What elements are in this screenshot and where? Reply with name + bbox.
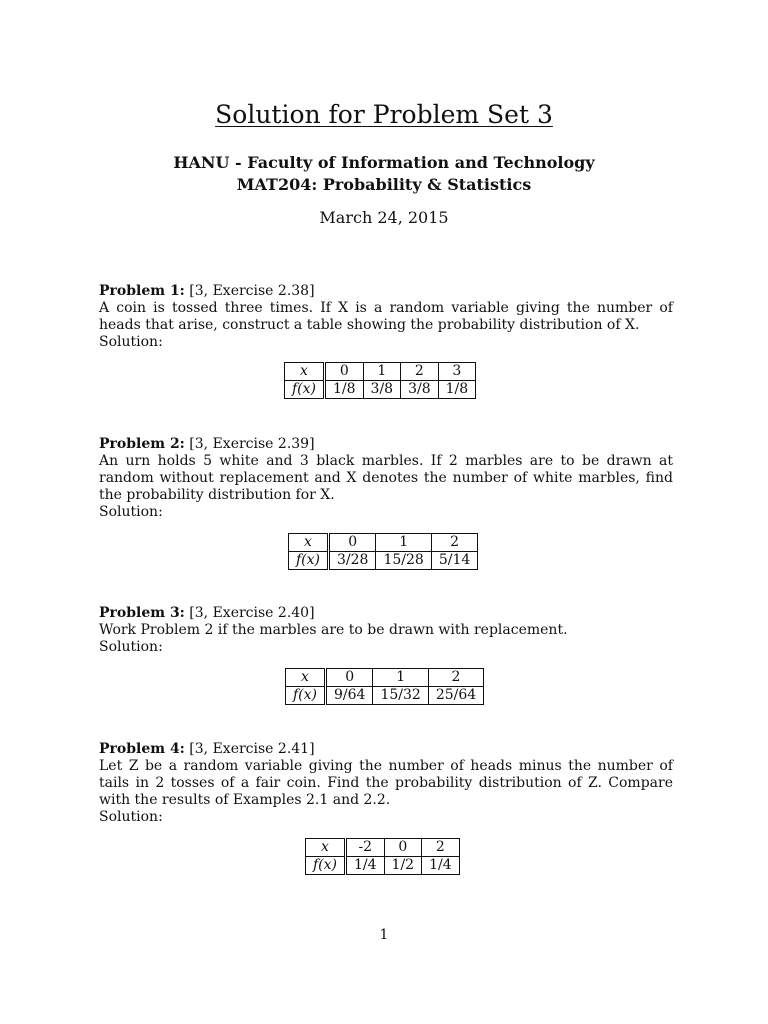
problem-text: An urn holds 5 white and 3 black marbles. If 2 marbles are to be drawn at random without replacement and X denotes the number of white marbles, find the probability distribution for X. bbox=[99, 453, 673, 503]
distribution-table-4 bbox=[305, 838, 460, 875]
problem-1 bbox=[99, 283, 673, 351]
table-head-x: x bbox=[285, 363, 325, 381]
table-cell: 1/4 bbox=[422, 857, 460, 875]
table-cell: 0 bbox=[326, 669, 373, 687]
table-cell: 1/8 bbox=[438, 381, 476, 399]
table-cell: 2 bbox=[401, 363, 439, 381]
table-cell: 5/14 bbox=[431, 552, 477, 570]
solution-label: Solution: bbox=[99, 639, 163, 655]
solution-label: Solution: bbox=[99, 809, 163, 825]
table-head-x: x bbox=[286, 669, 326, 687]
problem-heading bbox=[99, 436, 673, 453]
table-cell: 0 bbox=[325, 363, 364, 381]
table-cell: 3/8 bbox=[363, 381, 401, 399]
problem-label: Problem 2: bbox=[99, 436, 185, 452]
table-head-fx: f(x) bbox=[285, 381, 325, 399]
problem-reference: [3, Exercise 2.39] bbox=[184, 436, 315, 452]
document-date: March 24, 2015 bbox=[319, 208, 449, 227]
table-head-fx: f(x) bbox=[306, 857, 346, 875]
table-cell: 1/8 bbox=[325, 381, 364, 399]
distribution-table-3 bbox=[285, 668, 484, 705]
table-cell: 15/28 bbox=[376, 552, 431, 570]
table-cell: 1/2 bbox=[384, 857, 422, 875]
problem-text: Work Problem 2 if the marbles are to be drawn with replacement. bbox=[99, 622, 568, 638]
table-cell: 3 bbox=[438, 363, 476, 381]
table-cell: 2 bbox=[428, 669, 483, 687]
table-cell: 3/28 bbox=[329, 552, 376, 570]
problem-text: Let Z be a random variable giving the number of heads minus the number of tails in 2 tosses of a fair coin. Find the probability distribution of Z. Compare with the results of Examples 2.1 and 2.2. bbox=[99, 758, 673, 808]
problem-label: Problem 3: bbox=[99, 605, 185, 621]
solution-label: Solution: bbox=[99, 504, 163, 520]
problem-4 bbox=[99, 741, 673, 826]
problem-label: Problem 4: bbox=[99, 741, 185, 757]
table-cell: 9/64 bbox=[326, 687, 373, 705]
table-cell: 15/32 bbox=[373, 687, 428, 705]
table-head-fx: f(x) bbox=[289, 552, 329, 570]
problem-heading bbox=[99, 741, 673, 758]
table-cell: 1/4 bbox=[346, 857, 385, 875]
problem-heading bbox=[99, 283, 673, 300]
table-cell: 3/8 bbox=[401, 381, 439, 399]
table-cell: 1 bbox=[373, 669, 428, 687]
problem-2 bbox=[99, 436, 673, 521]
distribution-table-2 bbox=[288, 533, 478, 570]
table-head-x: x bbox=[289, 534, 329, 552]
table-cell: 2 bbox=[431, 534, 477, 552]
problem-reference: [3, Exercise 2.41] bbox=[184, 741, 315, 757]
table-head-x: x bbox=[306, 839, 346, 857]
problem-reference: [3, Exercise 2.40] bbox=[184, 605, 315, 621]
problem-label: Problem 1: bbox=[99, 283, 185, 299]
table-cell: 2 bbox=[422, 839, 460, 857]
problem-text: A coin is tossed three times. If X is a random variable giving the number of heads that arise, construct a table showing the probability distribution of X. bbox=[99, 300, 673, 333]
page-title: Solution for Problem Set 3 bbox=[215, 100, 553, 129]
institution-line: HANU - Faculty of Information and Technology bbox=[173, 153, 595, 172]
table-cell: 0 bbox=[384, 839, 422, 857]
table-cell: 25/64 bbox=[428, 687, 483, 705]
problem-reference: [3, Exercise 2.38] bbox=[184, 283, 315, 299]
problem-3 bbox=[99, 605, 673, 656]
table-cell: 1 bbox=[376, 534, 431, 552]
table-cell: 0 bbox=[329, 534, 376, 552]
table-cell: -2 bbox=[346, 839, 385, 857]
table-cell: 1 bbox=[363, 363, 401, 381]
solution-label: Solution: bbox=[99, 334, 163, 350]
distribution-table-1 bbox=[284, 362, 476, 399]
problem-heading bbox=[99, 605, 673, 622]
table-head-fx: f(x) bbox=[286, 687, 326, 705]
page-number: 1 bbox=[379, 927, 389, 943]
course-line: MAT204: Probability & Statistics bbox=[236, 175, 532, 194]
